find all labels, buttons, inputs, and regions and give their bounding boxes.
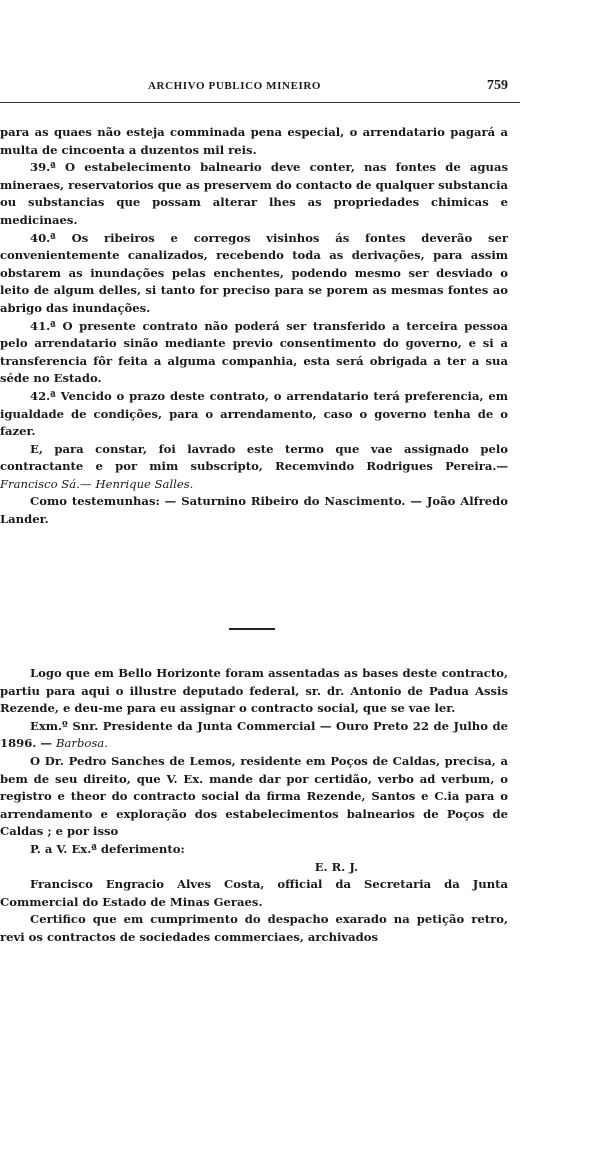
contract-clauses (0, 124, 508, 529)
closing-text: E, para constar, foi lavrado este termo que vae assignado pelo contractante e por mim subscripto, Recemvindo Rodrigues Pereira.— (0, 441, 508, 474)
erj-line: E. R. J. (314, 859, 358, 874)
closing-paragraph (0, 441, 508, 494)
header-rule (0, 102, 520, 104)
address-text: Exm.º Snr. Presidente da Junta Commercial — Ouro Preto 22 de Julho de 1896. — (0, 718, 508, 751)
clause-39: 39.ª O estabelecimento balneario deve conter, nas fontes de aguas mineraes, reservatorios que as preservem do contacto de qualquer substancia ou substancias que possam alterar lhes as propriedades chimicas e medicinaes. (0, 160, 508, 227)
intro-paragraph: Logo que em Bello Horizonte foram assentadas as bases deste contracto, partiu para aqui o illustre deputado federal, sr. dr. Antonio de Padua Assis Rezende, e deu-me para eu assignar o contracto social, que se vae ler. (0, 666, 508, 716)
section-separator (229, 628, 275, 630)
signature-henrique-salles: Henrique Salles. (95, 476, 194, 491)
official-paragraph: Francisco Engracio Alves Costa, official da Secretaria da Junta Commercial do Estado de Minas Geraes. (0, 877, 508, 909)
petition-paragraph: O Dr. Pedro Sanches de Lemos, residente em Poços de Caldas, precisa, a bem de seu direito, que V. Ex. mande dar por certidão, verbo ad verbum, o registro e theor do contracto social da firma Rezende, Santos e C.ia para o arrendamento e exploração dos estabelecimentos balnearios de Poços de Caldas ; e por isso (0, 753, 508, 839)
page-number: 759 (487, 78, 508, 93)
request-line: P. a V. Ex.ª deferimento: (30, 841, 185, 856)
paragraph-penalty: para as quaes não esteja comminada pena especial, o arrendatario pagará a multa de cincoenta a duzentos mil reis. (0, 125, 508, 157)
header-title: ARCHIVO PUBLICO MINEIRO (148, 80, 322, 92)
signature-barbosa: Barbosa. (55, 736, 108, 751)
witnesses: Como testemunhas: — Saturnino Ribeiro do Nascimento. — João Alfredo Lander. (0, 494, 508, 527)
signature-francisco-sa: Francisco Sá.— (0, 476, 92, 491)
clause-41: 41.ª O presente contrato não poderá ser transferido a terceira pessoa pelo arrendatario sinão mediante previo consentimento do governo, e si a transferencia fôr feita a alguma companhia, esta será obrigada a ter a sua séde no Estado. (0, 318, 508, 386)
certification-paragraph: Certifico que em cumprimento do despacho exarado na petição retro, revi os contractos de sociedades commerciaes, archivados (0, 912, 508, 944)
petition-section (0, 665, 508, 947)
clause-42: 42.ª Vencido o prazo deste contrato, o arrendatario terá preferencia, em igualdade de condições, para o arrendamento, caso o governo tenha de o fazer. (0, 388, 508, 439)
address-line (0, 718, 508, 753)
running-header (0, 78, 508, 98)
clause-40: 40.ª Os ribeiros e corregos visinhos ás fontes deverão ser convenientemente canalizados, recebendo toda as derivações, para assim obstarem as inundações pelas enchentes, podendo mesmo ser desviado o leito de algum delles, si tanto for preciso para se porem as mesmas fontes ao abrigo das inundações. (0, 230, 508, 315)
